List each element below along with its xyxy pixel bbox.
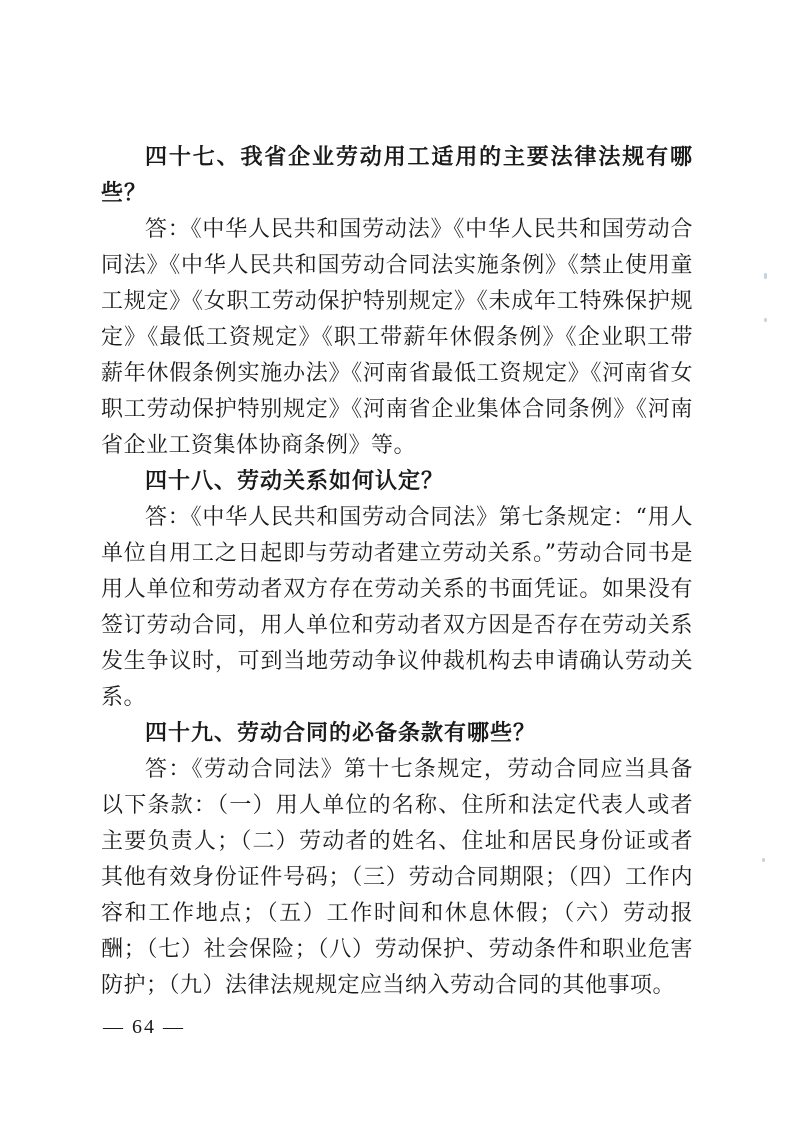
question-48-heading: 四十八、劳动关系如何认定？ (145, 469, 445, 494)
scan-speck (764, 318, 767, 322)
question-49-heading: 四十九、劳动合同的必备条款有哪些？ (145, 721, 537, 746)
answer-47-paragraph: 答：《中华人民共和国劳动法》《中华人民共和国劳动合同法》《中华人民共和国劳动合同法实施条例》《禁止使用童工规定》《女职工劳动保护特别规定》《未成年工特殊保护规定》《最低工资规定》《职工带薪年休假条例》《企业职工带薪年休假条例实施办法》《河南省最低工资规定》《河南省女职工劳动保护特别规定》《河南省企业集体合同条例》《河南省企业工资集体协商条例》等。 (101, 217, 693, 458)
page-number: — 64 — (103, 1016, 185, 1038)
document-body (101, 140, 693, 1004)
scan-speck (762, 858, 765, 862)
scan-speck (764, 273, 767, 279)
question-47-heading: 四十七、我省企业劳动用工适用的主要法律法规有哪些？ (101, 145, 693, 206)
answer-48-paragraph: 答：《中华人民共和国劳动合同法》第七条规定：“用人单位自用工之日起即与劳动者建立劳动关系。”劳动合同书是用人单位和劳动者双方存在劳动关系的书面凭证。如果没有签订劳动合同，用人单位和劳动者双方因是否存在劳动关系发生争议时，可到当地劳动争议仲裁机构去申请确认劳动关系。 (101, 505, 693, 710)
answer-49-paragraph: 答：《劳动合同法》第十七条规定，劳动合同应当具备以下条款：（一）用人单位的名称、住所和法定代表人或者主要负责人；（二）劳动者的姓名、住址和居民身份证或者其他有效身份证件号码；（三）劳动合同期限；（四）工作内容和工作地点；（五）工作时间和休息休假；（六）劳动报酬；（七）社会保险；（八）劳动保护、劳动条件和职业危害防护；（九）法律法规规定应当纳入劳动合同的其他事项。 (101, 757, 693, 998)
